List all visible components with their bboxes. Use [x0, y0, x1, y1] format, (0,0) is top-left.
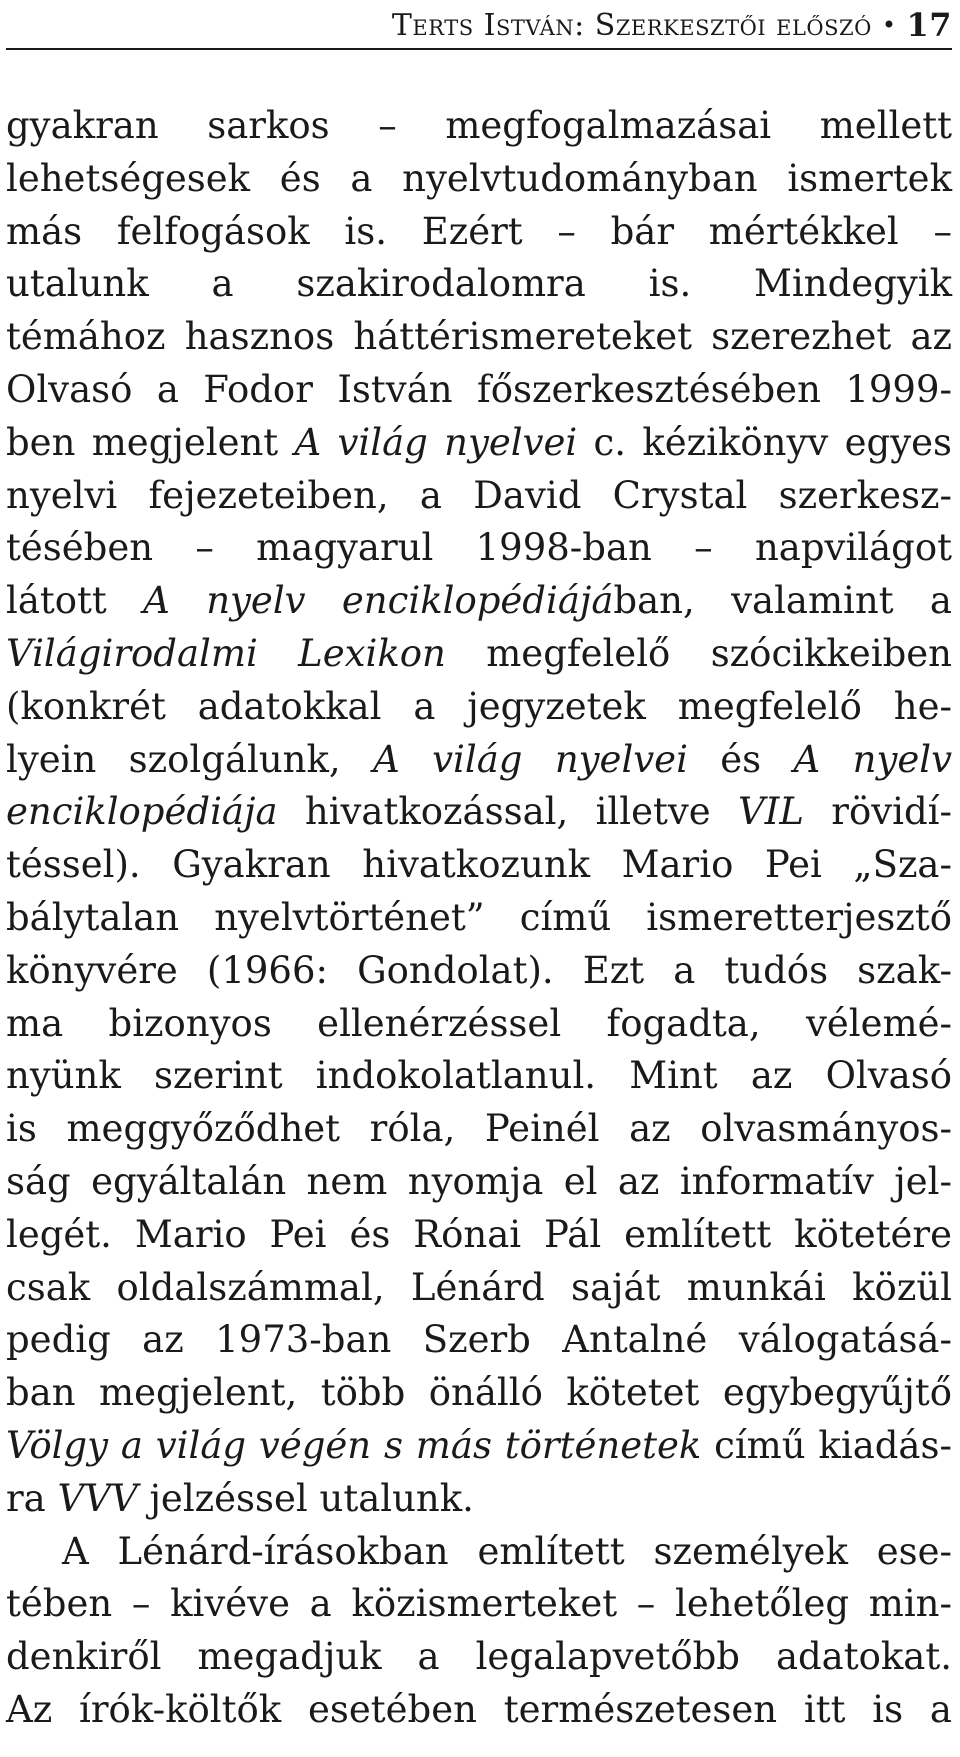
bullet-separator: • — [881, 11, 897, 39]
italic-title-span: A világ nyelvei — [294, 420, 578, 464]
text-span: jelzéssel utalunk. — [137, 1476, 474, 1520]
text-span: ra — [6, 1476, 58, 1520]
page-number: 17 — [906, 6, 952, 44]
text-line — [6, 100, 952, 153]
text-line — [6, 1209, 952, 1262]
text-line — [6, 839, 952, 892]
header-rule — [6, 48, 952, 50]
text-span: téssel). Gyakran hivatkozunk Mario Pei „Sza- — [6, 843, 952, 887]
text-span: lyein szolgálunk, — [6, 737, 374, 781]
text-span: ban, valamint a — [613, 579, 952, 623]
text-line — [6, 1526, 952, 1579]
text-span: ság egyáltalán nem nyomja el az informatív jel- — [6, 1159, 952, 1203]
text-span: hivatkozással, illetve — [277, 790, 739, 834]
text-span: Az írók-költők esetében természetesen itt is a — [6, 1687, 952, 1731]
text-span: pedig az 1973-ban Szerb Antalné válogatásá- — [6, 1318, 952, 1362]
italic-title-span: enciklopédiája — [6, 790, 278, 834]
italic-title-span: A világ nyelvei — [373, 737, 688, 781]
text-span: ma bizonyos ellenérzéssel fogadta, vélemé- — [6, 1001, 952, 1045]
text-line — [6, 1684, 952, 1737]
text-span: utalunk a szakirodalomra is. Mindegyik — [6, 262, 952, 306]
text-span: ban megjelent, több önálló kötetet egybegyűjtő — [6, 1371, 952, 1415]
text-line — [6, 786, 952, 839]
text-line — [6, 417, 952, 470]
text-line — [6, 998, 952, 1051]
text-span: rövidí- — [803, 790, 952, 834]
text-line — [6, 206, 952, 259]
text-span: (konkrét adatokkal a jegyzetek megfelelő he- — [6, 684, 952, 728]
text-line — [6, 1367, 952, 1420]
italic-title-span: Világirodalmi Lexikon — [6, 631, 446, 675]
text-span: és — [687, 737, 794, 781]
text-line — [6, 892, 952, 945]
body-text — [6, 100, 952, 1737]
italic-title-span: A nyelv — [793, 737, 952, 781]
text-span: című kiadás- — [701, 1423, 952, 1467]
italic-title-span: VIL — [738, 790, 804, 834]
text-line — [6, 1156, 952, 1209]
text-span: nyelvi fejezeteiben, a David Crystal szerkesz- — [6, 473, 952, 517]
text-span: is meggyőződhet róla, Peinél az olvasmányos- — [6, 1107, 952, 1151]
text-line — [6, 1262, 952, 1315]
text-line — [6, 364, 952, 417]
running-head — [0, 6, 952, 44]
italic-title-span: A nyelv enciklopédiájá — [143, 579, 614, 623]
text-span: ben megjelent — [6, 420, 295, 464]
text-line — [6, 1314, 952, 1367]
text-span: A Lénárd-írásokban említett személyek ese- — [62, 1529, 952, 1573]
text-span: nyünk szerint indokolatlanul. Mint az Olvasó — [6, 1054, 952, 1098]
text-line — [6, 1578, 952, 1631]
text-line — [6, 945, 952, 998]
text-span: gyakran sarkos – megfogalmazásai mellett — [6, 104, 952, 147]
running-title: Terts István: Szerkesztői előszó — [391, 7, 872, 43]
text-span: látott — [6, 579, 144, 623]
text-line — [6, 1420, 952, 1473]
text-line — [6, 1103, 952, 1156]
text-line — [6, 1050, 952, 1103]
text-span: témához hasznos háttérismereteket szerezhet az — [6, 315, 952, 359]
text-line — [6, 628, 952, 681]
text-span: könyvére (1966: Gondolat). Ezt a tudós szak- — [6, 948, 952, 992]
italic-title-span: Völgy a világ végén s más történetek — [6, 1423, 702, 1467]
text-line — [6, 311, 952, 364]
text-span: lehetségesek és a nyelvtudományban ismertek — [6, 156, 952, 200]
text-span: csak oldalszámmal, Lénárd saját munkái közül — [6, 1265, 952, 1309]
text-span: tésében – magyarul 1998-ban – napvilágot — [6, 526, 952, 570]
text-span: tében – kivéve a közismerteket – lehetőleg min- — [6, 1582, 952, 1626]
text-line — [6, 470, 952, 523]
text-span: megfelelő szócikkeiben — [445, 631, 952, 675]
italic-title-span: VVV — [57, 1476, 138, 1520]
text-line — [6, 1473, 952, 1526]
text-line — [6, 734, 952, 787]
text-line — [6, 1631, 952, 1684]
text-line — [6, 681, 952, 734]
text-line — [6, 258, 952, 311]
text-span: denkiről megadjuk a legalapvetőbb adatokat. — [6, 1635, 952, 1679]
text-line — [6, 153, 952, 206]
text-span: más felfogások is. Ezért – bár mértékkel – — [6, 209, 952, 253]
text-span: legét. Mario Pei és Rónai Pál említett kötetére — [6, 1212, 952, 1256]
text-line — [6, 522, 952, 575]
text-span: bálytalan nyelvtörténet” című ismeretterjesztő — [6, 895, 952, 939]
text-span: Olvasó a Fodor István főszerkesztésében 1999- — [6, 367, 952, 411]
text-line — [6, 575, 952, 628]
text-span: c. kézikönyv egyes — [577, 420, 952, 464]
